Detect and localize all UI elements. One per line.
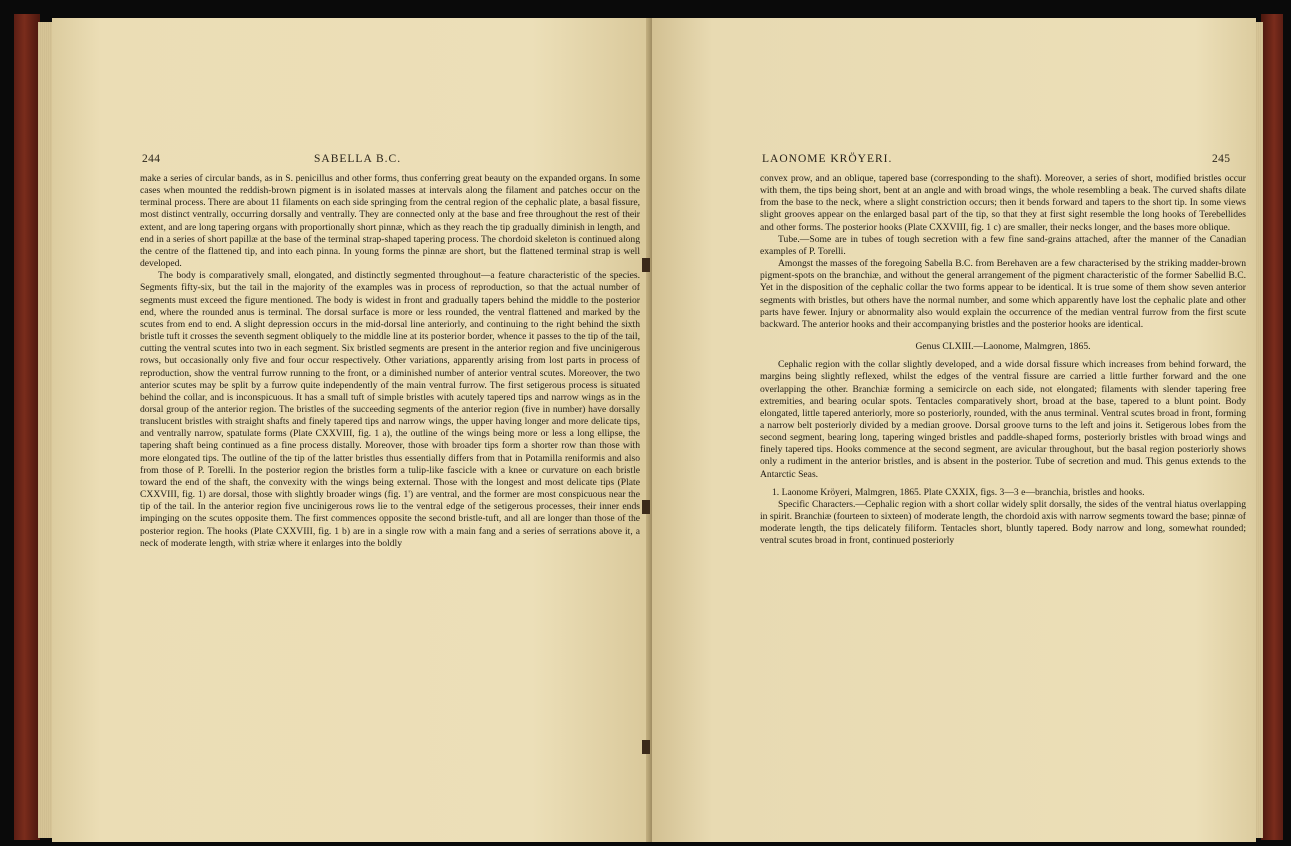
species-heading: 1. Laonome Kröyeri, Malmgren, 1865. Plate CXXIX, figs. 3—3 e—branchia, bristles and hooks. (772, 486, 1145, 498)
spine-mark (642, 500, 650, 514)
page-number: 244 (142, 153, 161, 165)
book-cover-left (14, 14, 40, 840)
genus-heading: Genus CLXIII.—Laonome, Malmgren, 1865. (915, 341, 1091, 353)
spine-mark (642, 258, 650, 272)
running-head: LAONOME KRÖYERI. (762, 153, 893, 165)
paragraph: Specific Characters.—Cephalic region with a short collar widely split dorsally, the sides of the ventral hiatus overlapping in spirit. Branchiæ (fourteen to sixteen) of moderate length, the chordoid axis with narrow segments toward the base; pinnæ of moderate length, the tips delicately filiform. Tentacles short, bluntly tapered. Body narrow and long, somewhat rounded; ventral scutes broad in front, continued posteriorly (760, 498, 1246, 547)
paragraph: make a series of circular bands, as in S. penicillus and other forms, thus conferring great beauty on the expanded organs. In some cases when mounted the reddish-brown pigment is in isolated masses at intervals along the filament and patches occur on the terminal process. There are about 11 filaments on each side springing from the central region of the cephalic plate, a basal fissure, most distinct ventrally, occurring dorsally and ventrally. They are connected only at the base and free throughout the rest of their extent, and are long tapering organs with proportionally short pinnæ, which as they reach the tip gradually diminish in length, and end in a series of short papillæ at the base of the terminal strap-shaped tapering process. The chordoid skeleton is continued along the centre of the flattened tip, and into each pinna. In young forms the pinnæ are short, but the flattened terminal strap is well developed. (140, 173, 640, 270)
spine-mark (642, 740, 650, 754)
paragraph: Tube.—Some are in tubes of tough secretion with a few fine sand-grains attached, after the manner of the Canadian examples of P. Torelli. (760, 233, 1246, 257)
paragraph: The body is comparatively small, elongated, and distinctly segmented throughout—a feature characteristic of the species. Segments fifty-six, but the tail in the majority of the examples was in process of reproduction, so that the actual number of segments must exceed the figure mentioned. The body is widest in front and gradually tapers behind the middle to the posterior end, where the rounded anus is terminal. The dorsal surface is more or less rounded, the ventral flattened and marked by the scutes from end to end. A slight depression occurs in the mid-dorsal line anteriorly, and continuing to the right behind the sixth bristle tuft it crosses the seventh segment obliquely to the middle line at its posterior border, whence it passes to the tip of the tail, cutting the ventral scutes into two in each segment. Six bristled segments are present in the anterior region and five uncinigerous rows, but occasionally only five and four occur respectively. Other variations, apparently arising from lost parts in process of reproduction, show the ventral furrow running to the front, or a diminished number of anterior ventral scutes. Moreover, the two anterior scutes may be split by a furrow quite independently of the main ventral furrow. The first setigerous process is situated behind the collar, and is inconspicuous. It has a small tuft of simple bristles with acutely tapered tips and narrow wings as in the dorsal group of the anterior region. The bristles of the succeeding segments of the anterior region (five in number) have dorsally translucent bristles with straight shafts and finely tapered tips and narrow wings, the upper having longer and more delicate tips, and ventrally narrow, spatulate forms (Plate CXXVIII, fig. 1 a), the outline of the wings being more or less a long ellipse, the tapering shaft being continued as a fine process distally. Moreover, those with broader tips form a shorter row than those with more elongated tips. The outline of the tip of the latter bristles thus essentially differs from that in Potamilla reniformis and also from those of P. Torelli. In the posterior region the bristles form a tulip-like fascicle with a knee or curvature on each bristle toward the end of the shaft, the convexity with the wings being external. Those with the longest and most delicate tips (Plate CXXVIII, fig. 1) are dorsal, those with slightly broader wings (fig. 1') are ventral, and the former are most conspicuous near the tip of the tail. In the anterior region five uncinigerous rows lie to the ventral edge of the setigerous processes, their inner ends impinging on the scutes opposite them. The first commences opposite the second bristle-tuft, and all are longer than those of the posterior region. The hooks (Plate CXXVIII, fig. 1 b) are in a single row with a main fang and a series of serrations above it, a neck of moderate length, with striæ where it enlarges into the boldly (140, 270, 640, 549)
running-head: SABELLA B.C. (314, 153, 402, 165)
page-body (140, 173, 640, 550)
paragraph: convex prow, and an oblique, tapered base (corresponding to the shaft). Moreover, a series of short, modified bristles occur with them, the tips being short, bent at an angle and with broad wings, the whole resembling a beak. The curved shafts dilate from the base to the neck, where a slight constriction occurs; then it bends forward and tapers to the short tip. In some views slight grooves appear on the enlarged basal part of the tip, so that they at first sight resemble the long hooks of Terebellides and other forms. The posterior hooks (Plate CXXVIII, fig. 1 c) are smaller, their necks longer, and the bases more oblique. (760, 173, 1246, 233)
page-body (760, 173, 1246, 548)
page-number: 245 (1212, 153, 1231, 165)
paragraph: Cephalic region with the collar slightly developed, and a wide dorsal fissure which increases from behind forward, the margins being slightly reflexed, whilst the edges of the ventral fissure are carried a little further forward and the one overlapping the other. Branchiæ forming a semicircle on each side, not elongated; filaments with slender tapering free extremities, and bearing ocular spots. Tentacles comparatively short, broad at the base, tapered to a blunt point. Body elongated, little tapered anteriorly, more so posteriorly, rounded, with the anus terminal. Ventral scutes broad in front, forming a narrow belt posteriorly divided by a median groove. Dorsal groove turns to the left and joins it. Setigerous lobes from the second segment, bearing long, tapering winged bristles and paddle-shaped forms, posteriorly bristles with broad wings and finely tapered tips. Hooks commence at the second segment, are avicular throughout, but the basal region posteriorly shows only a rudiment in the anterior bristles, and is absent in the posterior. Tube of secretion and mud. This genus extends to the Antarctic Seas. (760, 359, 1246, 480)
paragraph: Amongst the masses of the foregoing Sabella B.C. from Berehaven are a few characterised by the striking madder-brown pigment-spots on the branchiæ, and without the general arrangement of the pigment characteristic of the former Sabellid B.C. Yet in the disposition of the cephalic collar the two forms appear to be identical. It is true some of them show seven anterior segments with bristles, but others have the normal number, and some which apparently have lost the cephalic plate and other parts have fewer. Injury or abnormality also would explain the occurrence of the median ventral furrow from the first scute backward. The anterior hooks and their accompanying bristles and the posterior hooks are identical. (760, 258, 1246, 330)
left-page (52, 18, 652, 842)
right-page (652, 18, 1256, 842)
book-cover-right (1261, 14, 1283, 840)
